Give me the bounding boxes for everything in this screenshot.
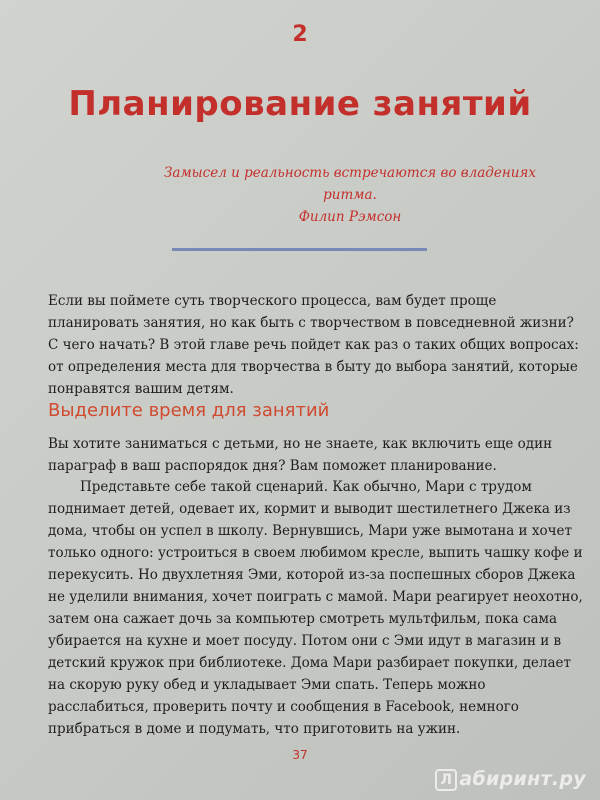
- watermark-text: абиринт.ру: [459, 768, 586, 790]
- page-number: 37: [292, 748, 308, 762]
- body-paragraph-1: Вы хотите заниматься с детьми, но не знаете, как включить еще один параграф в ваш распорядок дня? Вам поможет планирование.: [48, 436, 553, 474]
- intro-paragraph: Если вы поймете суть творческого процесса, вам будет проще планировать занятия, но как быть с творчеством в повседневной жизни? С чего начать? В этой главе речь пойдет как раз о таких общих вопросах: от определения места для творчества в быту до выбора занятий, которые понравятся вашим детям.: [48, 293, 579, 397]
- epigraph-quote: Замысел и реальность встречаются во владениях ритма.: [164, 165, 536, 203]
- intro-paragraph-block: [48, 290, 584, 400]
- watermark-logo: [435, 768, 586, 791]
- body-paragraph-2-block: [48, 476, 584, 740]
- divider-line: [172, 248, 427, 251]
- epigraph-author: Филип Рэмсон: [298, 209, 402, 225]
- chapter-number: 2: [292, 22, 308, 47]
- body-paragraph-2: Представьте себе такой сценарий. Как обычно, Мари с трудом поднимает детей, одевает их, кормит и выводит шестилетнего Джека из дома, чтобы он успел в школу. Вернувшись, Мари уже вымотана и хочет только одного: устроиться в своем любимом кресле, выпить чашку кофе и перекусить. Но двухлетняя Эми, которой из-за поспешных сборов Джека не уделили внимания, хочет поиграть с мамой. Мари реагирует неохотно, затем она сажает дочь за компьютер смотреть мультфильм, пока сама убирается на кухне и моет посуду. Потом они с Эми идут в магазин и в детский кружок при библиотеке. Дома Мари разбирает покупки, делает на скорую руку обед и укладывает Эми спать. Теперь можно расслабиться, проверить почту и сообщения в Facebook, немного прибраться в доме и подумать, что приготовить на ужин.: [48, 479, 583, 737]
- watermark-mark: Л: [435, 769, 457, 791]
- chapter-title: Планирование занятий: [68, 84, 532, 124]
- section-heading: Выделите время для занятий: [48, 400, 330, 421]
- body-paragraph-1-block: [48, 433, 584, 477]
- epigraph: [140, 162, 560, 228]
